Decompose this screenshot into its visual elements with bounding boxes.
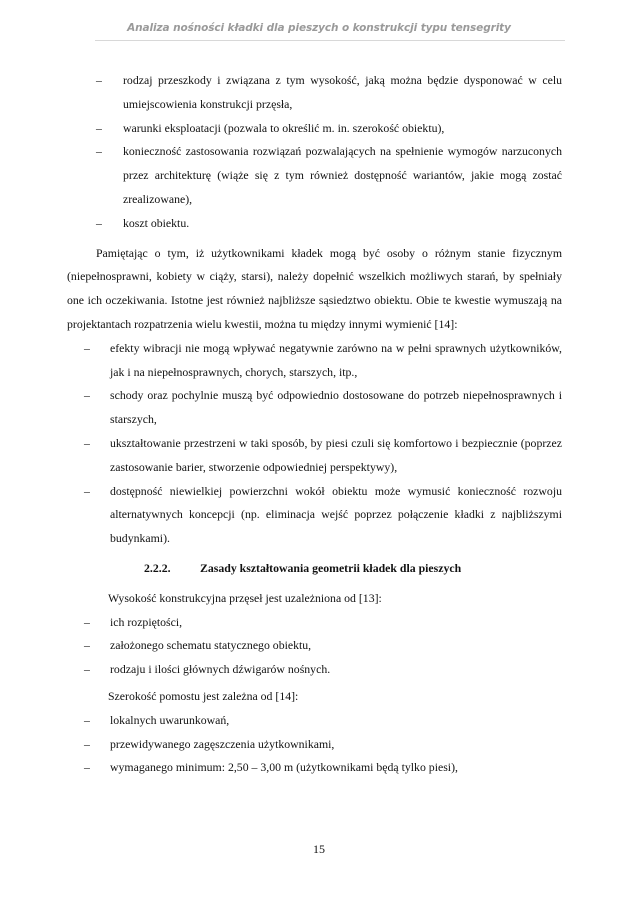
list-item: – przewidywanego zagęszczenia użytkownikami, [84,733,562,757]
dash-bullet: – [96,120,102,135]
list-item: – efekty wibracji nie mogą wpływać negatywnie zarówno na w pełni sprawnych użytkowników, jak i na niepełnosprawnych, chorych, starszych, itp., [84,337,562,385]
list-item: – rodzaju i ilości głównych dźwigarów nośnych. [84,658,562,682]
dash-bullet: – [84,483,90,498]
dash-bullet: – [84,712,90,727]
height-intro: Wysokość konstrukcyjna przęseł jest uzależniona od [13]: [108,590,382,605]
dash-bullet: – [84,662,90,677]
width-factors-block [84,709,562,780]
dash-bullet: – [84,435,90,450]
body-paragraph: Pamiętając o tym, iż użytkownikami kładek mogą być osoby o różnym stanie fizycznym (niepełnosprawni, kobiety w ciąży, starsi), należy dopełnić wszelkich możliwych starań, by spełniały one ich oczekiwania. Istotne jest również najbliższe sąsiedztwo obiektu. Obie te kwestie wymuszają na projektantach rozpatrzenia wielu kwestii, można tu między innymi wymienić [14]: [67,245,562,331]
user-issues-list [84,337,562,551]
dash-bullet: – [84,614,90,629]
height-factors-block [84,611,562,682]
dash-bullet: – [84,340,90,355]
section-number: 2.2.2. [144,560,171,575]
list-item: – rodzaj przeszkody i związana z tym wysokość, jaką można będzie dysponować w celu umiejscowienia konstrukcji przęsła, [96,69,562,117]
section-title: Zasady kształtowania geometrii kładek dla pieszych [200,560,462,575]
list-item: – ich rozpiętości, [84,611,562,635]
list-item: – wymaganego minimum: 2,50 – 3,00 m (użytkownikami będą tylko piesi), [84,756,562,780]
list-item: – lokalnych uwarunkowań, [84,709,562,733]
dash-bullet: – [84,388,90,403]
header-divider [95,40,565,41]
height-factors-list [84,611,562,682]
running-header: Analiza nośności kładki dla pieszych o konstrukcji typu tensegrity [127,22,511,34]
list-item: – dostępność niewielkiej powierzchni wokół obiektu może wymusić konieczność rozwoju alternatywnych koncepcji (np. eliminacja wejść poprzez połączenie kładki z najbliższymi budynkami). [84,480,562,551]
section-heading [96,557,562,581]
width-factors-list [84,709,562,780]
page-body [67,69,562,780]
page-number: 15 [313,842,325,856]
width-intro: Szerokość pomostu jest zależna od [14]: [108,688,299,703]
dash-bullet: – [84,736,90,751]
dash-bullet: – [96,73,102,87]
list-item: – schody oraz pochylnie muszą być odpowiednio dostosowane do potrzeb niepełnosprawnych i starszych, [84,384,562,432]
list-item: – ukształtowanie przestrzeni w taki sposób, by piesi czuli się komfortowo i bezpiecznie (poprzez zastosowanie barier, stworzenie odpowiedniej perspektywy), [84,432,562,480]
list-item: – założonego schematu statycznego obiektu, [84,634,562,658]
list-item: – warunki eksploatacji (pozwala to określić m. in. szerokość obiektu), [96,117,562,141]
dash-bullet: – [84,638,90,653]
list-item: – koszt obiektu. [96,212,562,236]
considerations-list [96,69,562,236]
list-item: – konieczność zastosowania rozwiązań pozwalających na spełnienie wymogów narzuconych przez architekturę (wiąże się z tym również dostępność wariantów, jakie mogą zostać zrealizowane), [96,140,562,211]
dash-bullet: – [96,144,102,159]
dash-bullet: – [84,760,90,775]
user-issues-block [84,337,562,551]
dash-bullet: – [96,215,102,230]
